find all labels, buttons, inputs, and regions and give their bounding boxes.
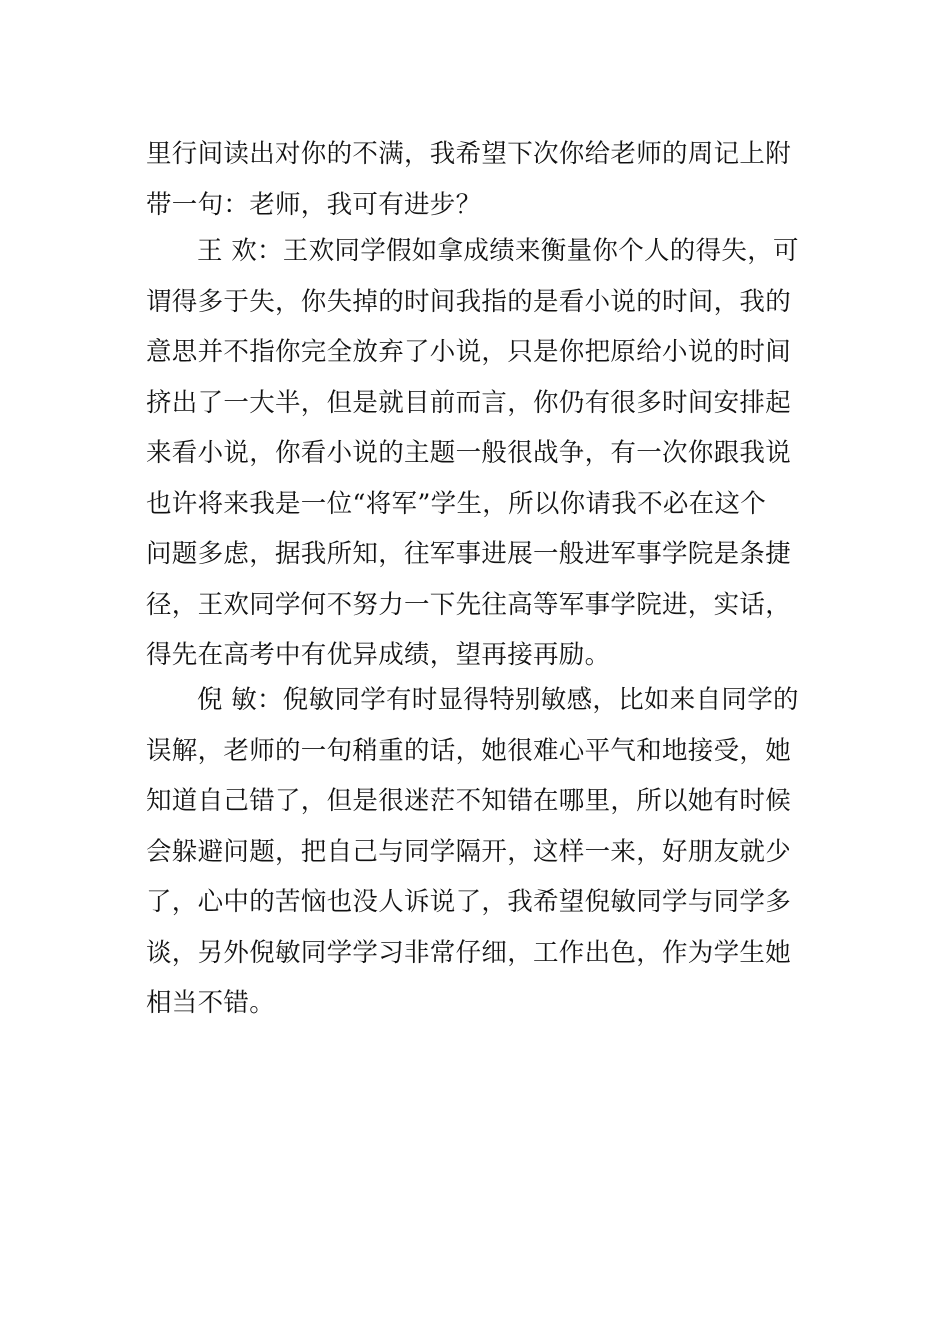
text-line: 谈，另外倪敏同学学习非常仔细，工作出色，作为学生她	[146, 937, 792, 968]
text-line: 带一句：老师，我可有进步？	[146, 189, 482, 220]
text-line: 径，王欢同学何不努力一下先往高等军事学院进，实话，	[146, 589, 792, 620]
paragraph-wang-huan	[146, 226, 808, 681]
text-line: 意思并不指你完全放弃了小说，只是你把原给小说的时间	[146, 337, 792, 367]
text-line: 误解，老师的一句稍重的话，她很难心平气和地接受，她	[146, 735, 792, 766]
text-line: 也许将来我是一位“将军”学生，所以你请我不必在这个	[146, 488, 767, 519]
text-line: 来看小说，你看小说的主题一般很战争，有一次你跟我说	[146, 438, 792, 468]
text-line: 王 欢：王欢同学假如拿成绩来衡量你个人的得失，可	[197, 236, 799, 266]
text-line: 知道自己错了，但是很迷茫不知错在哪里，所以她有时候	[146, 786, 792, 816]
text-line: 会躲避问题，把自己与同学隔开，这样一来，好朋友就少	[146, 836, 792, 867]
text-line: 谓得多于失，你失掉的时间我指的是看小说的时间，我的	[146, 286, 792, 317]
text-line: 相当不错。	[146, 988, 276, 1018]
text-line: 挤出了一大半，但是就目前而言，你仍有很多时间安排起	[146, 387, 792, 418]
text-line: 里行间读出对你的不满，我希望下次你给老师的周记上附	[146, 139, 792, 169]
text-line: 倪 敏：倪敏同学有时显得特别敏感，比如来自同学的	[197, 685, 799, 715]
text-line: 了，心中的苦恼也没人诉说了，我希望倪敏同学与同学多	[146, 887, 792, 917]
text-line: 得先在高考中有优异成绩，望再接再励。	[146, 640, 611, 670]
text-line: 问题多虑，据我所知，往军事进展一般进军事学院是条捷	[146, 539, 792, 569]
paragraph-ni-min	[146, 675, 808, 1029]
paragraph-continuation	[146, 129, 808, 230]
